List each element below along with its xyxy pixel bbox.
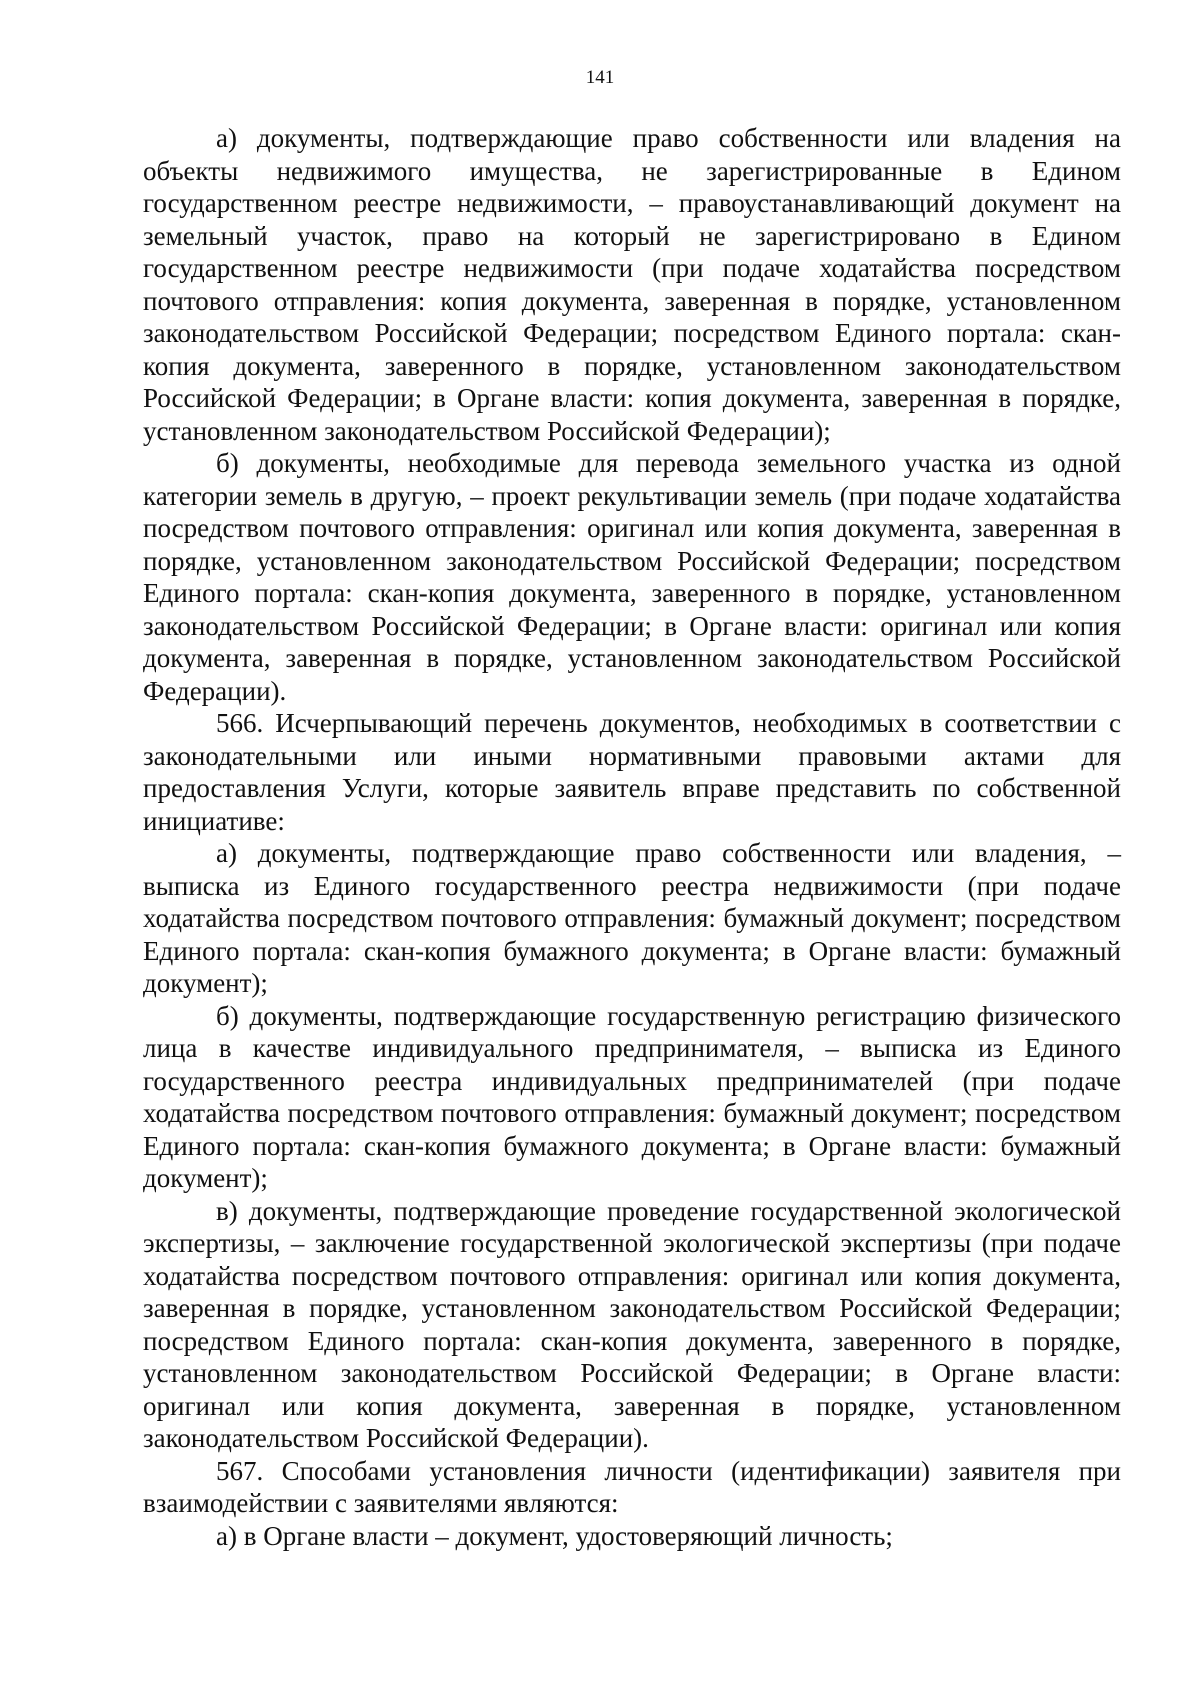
document-body <box>143 122 1121 1552</box>
page-number: 141 <box>585 67 615 88</box>
paragraph-v-ecological-expertise: в) документы, подтверждающие проведение государственной экологической экспертизы, – заключение государственной экологической экспертизы (при подаче ходатайства посредством почтового отправления: оригинал или копия документа, заверенная в порядке, установленном законодательством Российской Федерации; посредством Единого портала: скан-копия документа, заверенного в порядке, установленном законодательством Российской Федерации; в Органе власти: оригинал или копия документа, заверенная в порядке, установленном законодательством Российской Федерации). <box>143 1195 1121 1453</box>
paragraph-567-identification: 567. Способами установления личности (идентификации) заявителя при взаимодействии с заявителями являются: <box>143 1455 1121 1518</box>
paragraph-a-authority-identity: а) в Органе власти – документ, удостоверяющий личность; <box>216 1520 893 1551</box>
paragraph-a-egrn-extract: а) документы, подтверждающие право собственности или владения, – выписка из Единого государственного реестра недвижимости (при подаче ходатайства посредством почтового отправления: бумажный документ; посредством Единого портала: скан-копия бумажного документа; в Органе власти: бумажный документ); <box>143 838 1121 998</box>
paragraph-a-ownership-docs: а) документы, подтверждающие право собственности или владения на объекты недвижимого имущества, не зарегистрированные в Едином государственном реестре недвижимости, – правоустанавливающий документ на земельный участок, право на который не зарегистрировано в Едином государственном реестре недвижимости (при подаче ходатайства посредством почтового отправления: копия документа, заверенная в порядке, установленном законодательством Российской Федерации; посредством Единого портала: скан-копия документа, заверенного в порядке, установленном законодательством Российской Федерации; в Органе власти: копия документа, заверенная в порядке, установленном законодательством Российской Федерации); <box>143 123 1121 446</box>
paragraph-b-egrip-extract: б) документы, подтверждающие государственную регистрацию физического лица в качестве индивидуального предпринимателя, – выписка из Единого государственного реестра индивидуальных предпринимателей (при подаче ходатайства посредством почтового отправления: бумажный документ; посредством Единого портала: скан-копия бумажного документа; в Органе власти: бумажный документ); <box>143 1000 1121 1193</box>
paragraph-566-document-list: 566. Исчерпывающий перечень документов, необходимых в соответствии с законодательными или иными нормативными правовыми актами для предоставления Услуги, которые заявитель вправе представить по собственной инициативе: <box>143 708 1121 836</box>
paragraph-b-land-category-docs: б) документы, необходимые для перевода земельного участка из одной категории земель в другую, – проект рекультивации земель (при подаче ходатайства посредством почтового отправления: оригинал или копия документа, заверенная в порядке, установленном законодательством Российской Федерации; посредством Единого портала: скан-копия документа, заверенного в порядке, установленном законодательством Российской Федерации; в Органе власти: оригинал или копия документа, заверенная в порядке, установленном законодательством Российской Федерации). <box>143 448 1121 706</box>
